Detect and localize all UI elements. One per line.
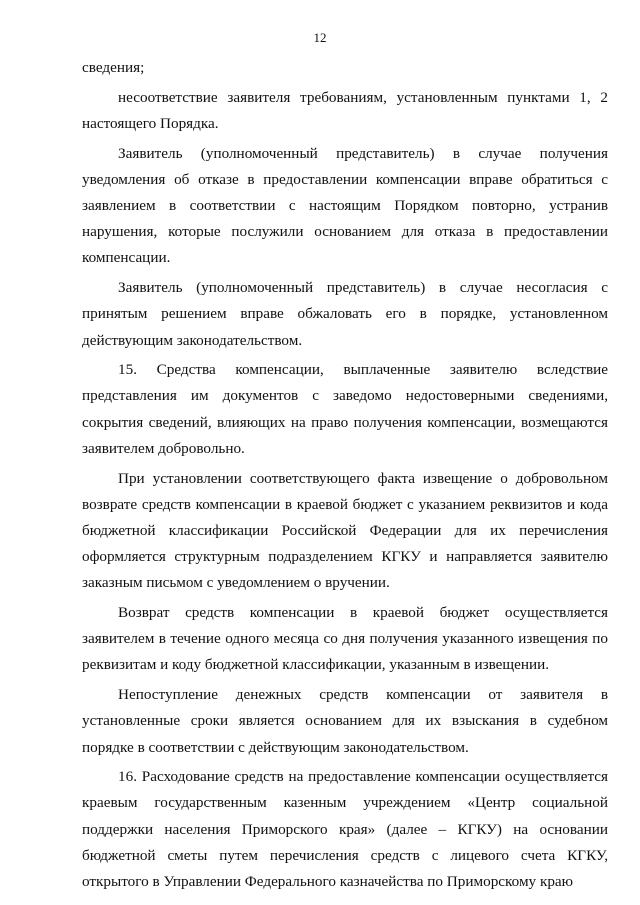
paragraph-reapplication: Заявитель (уполномоченный представитель) в случае получения уведомления об отказе в предоставлении компенсации вправе обратиться с заявлением в соответствии с настоящим Порядком повторно, устранив нарушения, которые послужили основанием для отказа в предоставлении компенсации. bbox=[82, 144, 608, 267]
paragraph-return-deadline: Возврат средств компенсации в краевой бюджет осуществляется заявителем в течение одного месяца со дня получения указанного извещения по реквизитам и коду бюджетной классификации, указанным в извещении. bbox=[82, 604, 608, 674]
paragraph-return-notice: При установлении соответствующего факта извещение о добровольном возврате средств компенсации в краевой бюджет с указанием реквизитов и кода бюджетной классификации Российской Федерации для их перечисления оформляется структурным подразделением КГКУ и направляется заявителю заказным письмом с уведомлением о вручении. bbox=[82, 469, 608, 592]
paragraph-judicial-recovery: Непоступление денежных средств компенсации от заявителя в установленные сроки является основанием для их взыскания в судебном порядке в соответствии с действующим законодательством. bbox=[82, 686, 608, 756]
paragraph-clause-15: 15. Средства компенсации, выплаченные заявителю вследствие представления им документов с заведомо недостоверными сведениями, сокрытия сведений, влияющих на право получения компенсации, возмещаются заявителем добровольно. bbox=[82, 361, 608, 457]
page-number: 12 bbox=[313, 30, 327, 45]
paragraph-noncompliance: несоответствие заявителя требованиям, установленным пунктами 1, 2 настоящего Порядка. bbox=[82, 88, 608, 132]
paragraph-appeal: Заявитель (уполномоченный представитель) в случае несогласия с принятым решением вправе обжаловать его в порядке, установленном действующим законодательством. bbox=[82, 279, 608, 349]
paragraph-continuation: сведения; bbox=[82, 59, 145, 76]
document-body bbox=[82, 55, 608, 895]
paragraph-clause-16: 16. Расходование средств на предоставление компенсации осуществляется краевым государственным казенным учреждением «Центр социальной поддержки населения Приморского края» (далее – КГКУ) на основании бюджетной сметы путем перечисления средств с лицевого счета КГКУ, открытого в Управлении Федерального казначейства по Приморскому краю bbox=[82, 768, 608, 891]
